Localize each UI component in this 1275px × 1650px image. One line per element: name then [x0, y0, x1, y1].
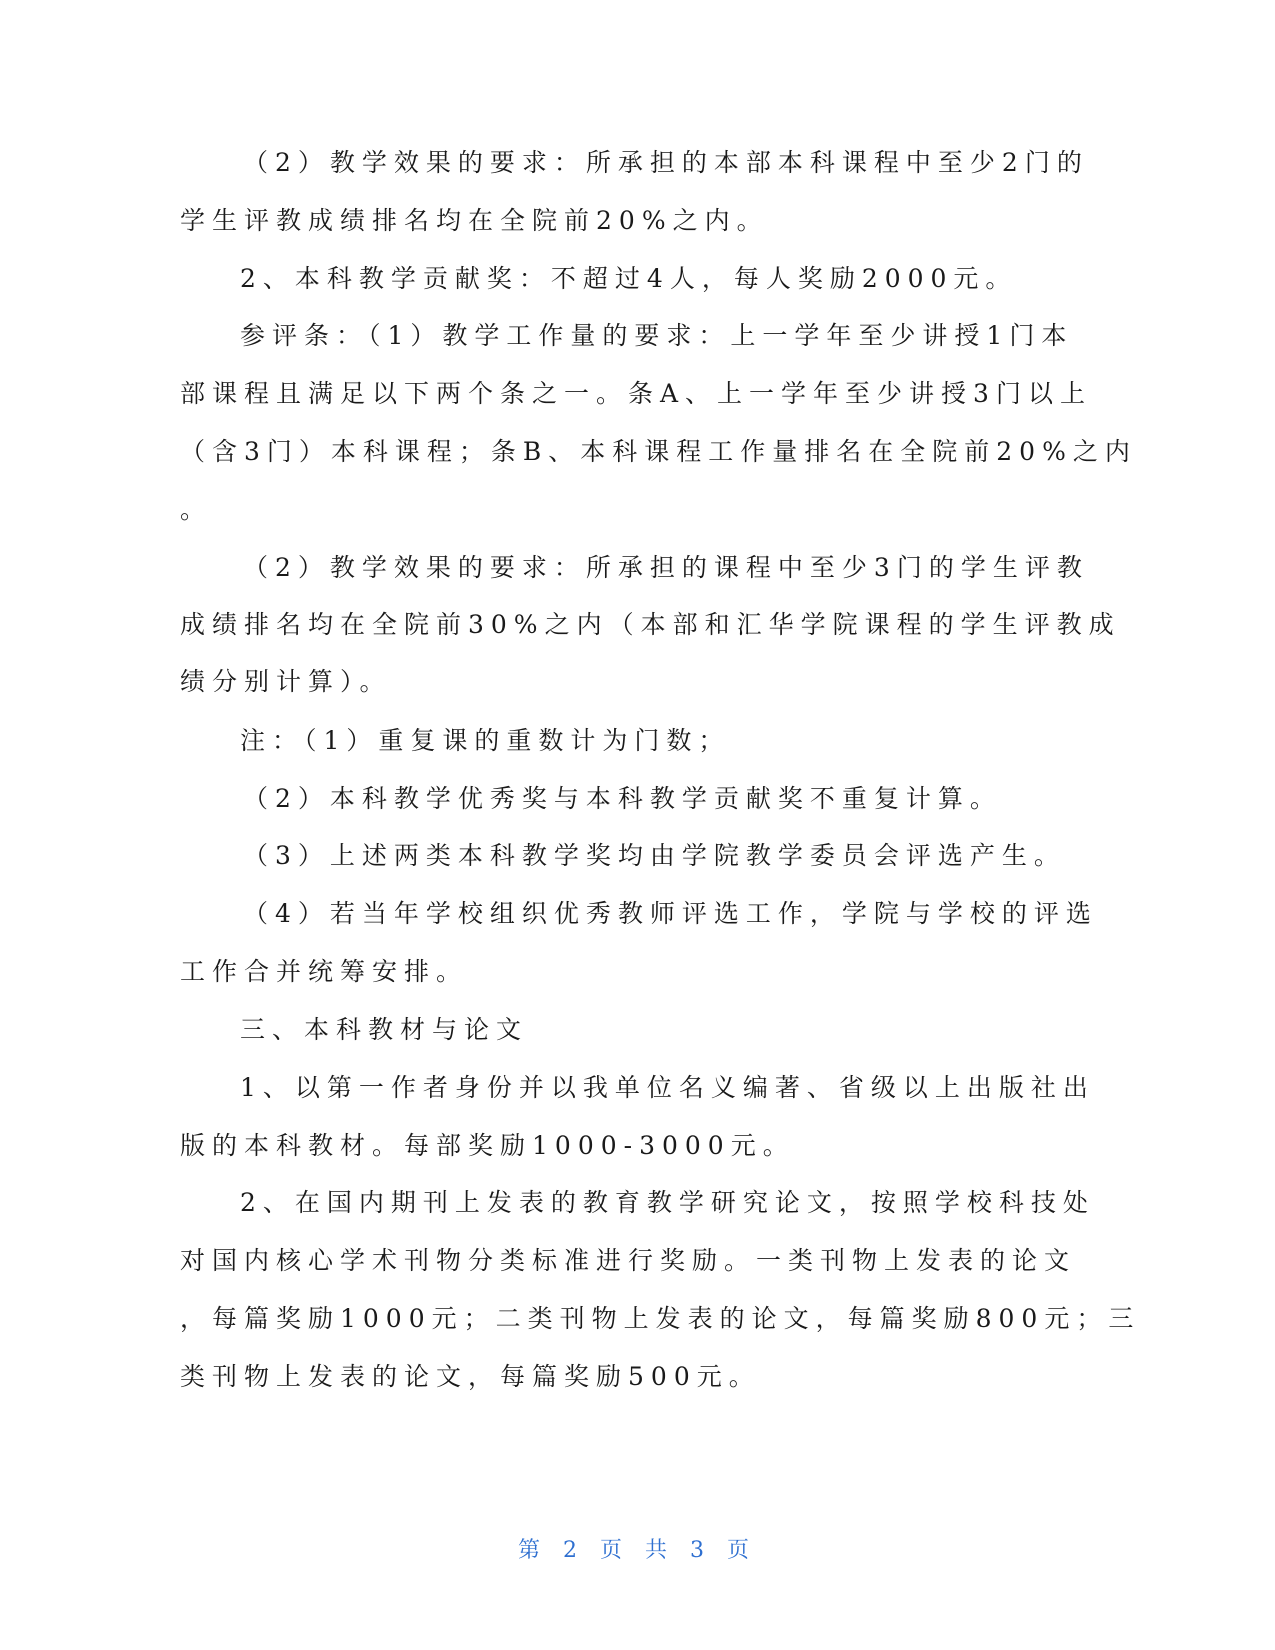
- paragraph-line: 绩分别计算）。: [180, 667, 392, 696]
- paragraph-line: 学生评教成绩排名均在全院前20%之内。: [180, 206, 769, 235]
- paragraph-line: （3）上述两类本科教学奖均由学院教学委员会评选产生。: [243, 841, 1066, 870]
- paragraph-line: 工作合并统筹安排。: [180, 957, 469, 986]
- paragraph-line: 类刊物上发表的论文，每篇奖励500元。: [180, 1362, 761, 1391]
- paragraph-line: （2）教学效果的要求：所承担的课程中至少3门的学生评教: [243, 553, 1089, 582]
- paragraph-line: 部课程且满足以下两个条之一。条A、上一学年至少讲授3门以上: [180, 379, 1092, 408]
- page-number-footer: 第 2 页 共 3 页: [518, 1538, 757, 1563]
- paragraph-line: （4）若当年学校组织优秀教师评选工作，学院与学校的评选: [243, 899, 1098, 928]
- paragraph-line: 2、在国内期刊上发表的教育教学研究论文，按照学校科技处: [240, 1188, 1095, 1217]
- section-heading: 三、本科教材与论文: [240, 1015, 529, 1044]
- paragraph-line: 成绩排名均在全院前30%之内（本部和汇华学院课程的学生评教成: [180, 610, 1121, 639]
- paragraph-line: 版的本科教材。每部奖励1000-3000元。: [180, 1131, 795, 1160]
- paragraph-line: 2、本科教学贡献奖：不超过4人，每人奖励2000元。: [240, 264, 1018, 293]
- paragraph-line: 对国内核心学术刊物分类标准进行奖励。一类刊物上发表的论文: [180, 1246, 1077, 1275]
- paragraph-line: （2）本科教学优秀奖与本科教学贡献奖不重复计算。: [243, 784, 1002, 813]
- paragraph-line: 注：（1）重复课的重数计为门数；: [240, 726, 731, 755]
- paragraph-line: 参评条：（1）教学工作量的要求：上一学年至少讲授1门本: [240, 321, 1074, 350]
- paragraph-line: （含3门）本科课程；条B、本科课程工作量排名在全院前20%之内: [180, 437, 1137, 466]
- paragraph-line: （2）教学效果的要求：所承担的本部本科课程中至少2门的: [243, 148, 1089, 177]
- paragraph-line: 1、以第一作者身份并以我单位名义编著、省级以上出版社出: [240, 1073, 1095, 1102]
- paragraph-line: ，每篇奖励1000元；二类刊物上发表的论文，每篇奖励800元；三: [180, 1304, 1141, 1333]
- paragraph-line: 。: [180, 495, 213, 524]
